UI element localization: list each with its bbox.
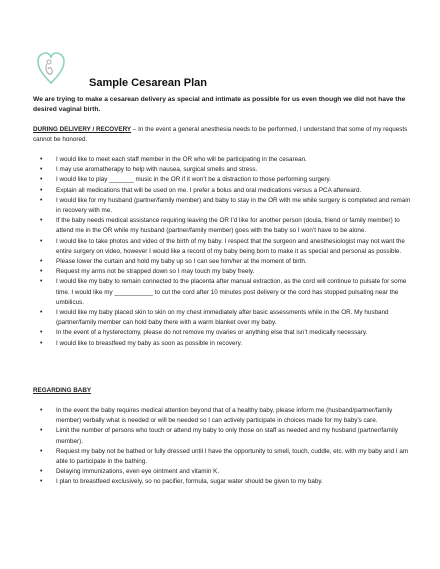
delivery-requests-list bbox=[33, 155, 413, 349]
list-item: • Limit the number of persons who touch or attend my baby to only those on staff as needed and my husband (partner/family member). bbox=[33, 426, 413, 446]
list-item: • I plan to breastfeed exclusively, so no pacifier, formula, sugar water should be given to my baby. bbox=[33, 477, 413, 487]
list-item: • I would like to breastfeed my baby as soon as possible in recovery. bbox=[33, 339, 413, 349]
list-item: • In the event the baby requires medical attention beyond that of a healthy baby, please inform me (husband/partner/family member) verbally what is needed or will be needed so I can actively participate in choices made for my baby’s care. bbox=[33, 406, 413, 426]
list-item: • Request my arms not be strapped down so I may touch my baby freely. bbox=[33, 267, 413, 277]
logo bbox=[36, 50, 66, 86]
page-title: Sample Cesarean Plan bbox=[89, 77, 208, 89]
heart-mother-baby-logo-icon bbox=[36, 50, 66, 86]
list-item: • I would like to play _______ music in the OR if it won’t be a distraction to those performing surgery. bbox=[33, 175, 413, 185]
list-item: • Explain all medications that will be used on me. I prefer a bolus and oral medications versus a PCA afterward. bbox=[33, 186, 413, 196]
list-item: • I would like my baby placed skin to skin on my chest immediately after basic assessments while in the OR. My husband (partner/family member can hold baby there with a warm blanket over my baby. bbox=[33, 308, 413, 328]
baby-section-heading: REGARDING BABY bbox=[33, 387, 92, 394]
list-item: • I would like to meet each staff member in the OR who will be participating in the cesarean. bbox=[33, 155, 413, 165]
delivery-section-intro bbox=[33, 125, 413, 145]
list-item: • Delaying immunizations, even eye ointment and vitamin K. bbox=[33, 467, 413, 477]
list-item: • I may use aromatherapy to help with nausea, surgical smells and stress. bbox=[33, 165, 413, 175]
baby-requests-list bbox=[33, 406, 413, 488]
list-item: • Please lower the curtain and hold my baby up so I can see him/her at the moment of birth. bbox=[33, 257, 413, 267]
list-item: • Request my baby not be bathed or fully dressed until I have the opportunity to smell, touch, cuddle, etc. with my baby and I am able to participate in the bathing. bbox=[33, 447, 413, 467]
list-item: • If the baby needs medical assistance requiring leaving the OR I’d like for another person (doula, friend or family member) to attend me in the OR while my husband (partner/family member) goes with the baby so I won’t have to be alone. bbox=[33, 216, 413, 236]
list-item: • In the event of a hysterectomy, please do not remove my ovaries or anything else that isn’t medically necessary. bbox=[33, 328, 413, 338]
delivery-section-heading: DURING DELIVERY / RECOVERY bbox=[33, 126, 132, 133]
list-item: • I would like for my husband (partner/family member) and baby to stay in the OR with me while surgery is completed and remain in recovery with me. bbox=[33, 196, 413, 216]
list-item: • I would like my baby to remain connected to the placenta after manual extraction, as the cord will continue to pulsate for some time. I would like my ___________ to cut the cord after 10 minutes post delivery or the cord has stopped pulsating near the umbilicus. bbox=[33, 277, 413, 308]
intro-paragraph: We are trying to make a cesarean delivery as special and intimate as possible for us even though we did not have the desired vaginal birth. bbox=[33, 96, 406, 113]
list-item: • I would like to take photos and video of the birth of my baby. I respect that the surgeon and anesthesiologist may not want the entire surgery on video, however I would like a record of my baby being born to make it as special and personal as possible. bbox=[33, 237, 413, 257]
delivery-section-text: – In the event a general anesthesia needs to be performed, I understand that some of my requests cannot be honored. bbox=[33, 126, 408, 144]
